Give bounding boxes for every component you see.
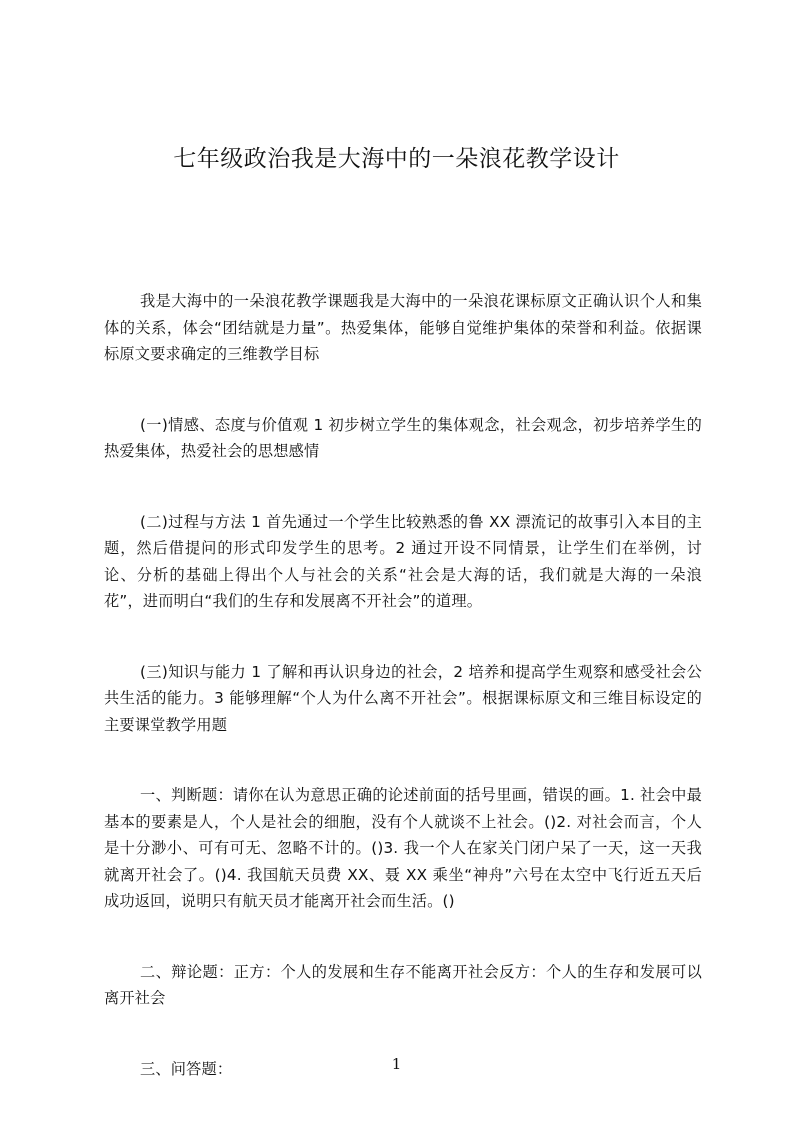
qa-question-heading: 三、问答题： <box>140 1059 233 1078</box>
objective-process-paragraph: (二)过程与方法 1 首先通过一个学生比较熟悉的鲁 XX 漂流记的故事引入本目的主题，然后借提问的形式印发学生的思考。2 通过开设不同情景，让学生们在举例，讨论、分析的基础上得出个人与社会的关系“社会是大海的话，我们就是大海的一朵浪花”，进而明白“我们的生存和发展离不开社会”的道理。 <box>104 512 702 610</box>
page-number: 1 <box>391 1055 402 1073</box>
debate-question-paragraph: 二、辩论题：正方：个人的发展和生存不能离开社会反方：个人的生存和发展可以离开社会 <box>104 962 702 1007</box>
paragraph-gap <box>104 738 702 782</box>
paragraph-gap <box>104 915 702 959</box>
paragraph-gap <box>104 615 702 659</box>
true-false-questions-paragraph: 一、判断题：请你在认为意思正确的论述前面的括号里画，错误的画。1. 社会中最基本的要素是人，个人是社会的细胞，没有个人就谈不上社会。()2. 对社会而言，个人是十分渺小、可有可无、忽略不计的。()3. 我一个人在家关门闭户呆了一天，这一天我就离开社会了。()4. 我国航天员费 XX、聂 XX 乘坐“神舟”六号在太空中飞行近五天后成功返回，说明只有航天员才能离开社会而生活。() <box>104 786 702 910</box>
paragraph-gap <box>104 1012 702 1056</box>
document-title: 七年级政治我是大海中的一朵浪花教学设计 <box>173 146 620 172</box>
objective-emotion-paragraph: (一)情感、态度与价值观 1 初步树立学生的集体观念，社会观念，初步培养学生的热爱集体，热爱社会的思想感情 <box>104 415 702 460</box>
paragraph-gap <box>104 368 702 412</box>
objective-knowledge-paragraph: (三)知识与能力 1 了解和再认识身边的社会，2 培养和提高学生观察和感受社会公共生活的能力。3 能够理解“个人为什么离不开社会”。根据课标原文和三维目标设定的主要课堂教学用题 <box>104 662 702 734</box>
intro-paragraph: 我是大海中的一朵浪花教学课题我是大海中的一朵浪花课标原文正确认识个人和集体的关系，体会“团结就是力量”。热爱集体，能够自觉维护集体的荣誉和利益。依据课标原文要求确定的三维教学目标 <box>104 292 702 363</box>
document-body <box>104 288 702 1082</box>
paragraph-gap <box>104 465 702 509</box>
